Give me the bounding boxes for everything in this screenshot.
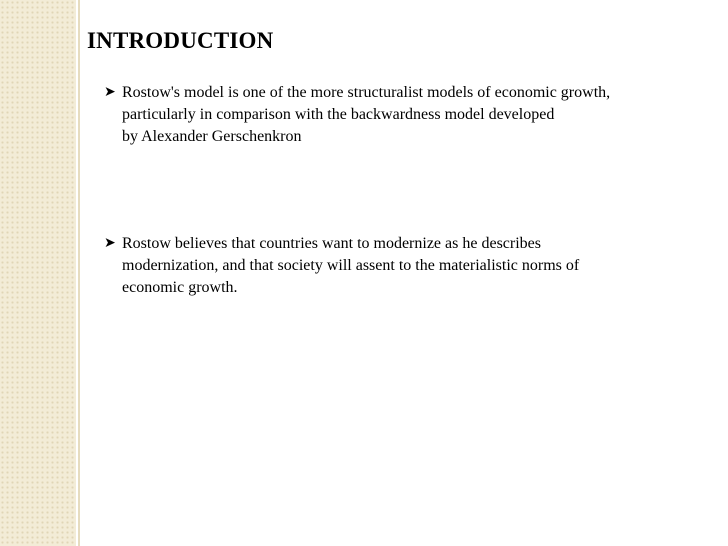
bullet-text-line: economic growth. (122, 279, 238, 296)
bullet-item (104, 233, 704, 299)
decorative-divider (78, 0, 80, 546)
slide-title: INTRODUCTION (87, 28, 274, 53)
arrow-bullet-icon: ➤ (104, 85, 116, 100)
bullet-text-line: by Alexander Gerschenkron (122, 128, 302, 145)
bullet-text-line: Rostow believes that countries want to modernize as he describes (122, 235, 541, 252)
arrow-bullet-icon: ➤ (104, 236, 116, 251)
decorative-side-band (0, 0, 76, 546)
bullet-text-line: Rostow's model is one of the more structuralist models of economic growth, (122, 84, 611, 101)
bullet-text-line: modernization, and that society will assent to the materialistic norms of (122, 257, 580, 274)
bullet-item (104, 82, 704, 148)
bullet-text-line: particularly in comparison with the backwardness model developed (122, 106, 555, 123)
